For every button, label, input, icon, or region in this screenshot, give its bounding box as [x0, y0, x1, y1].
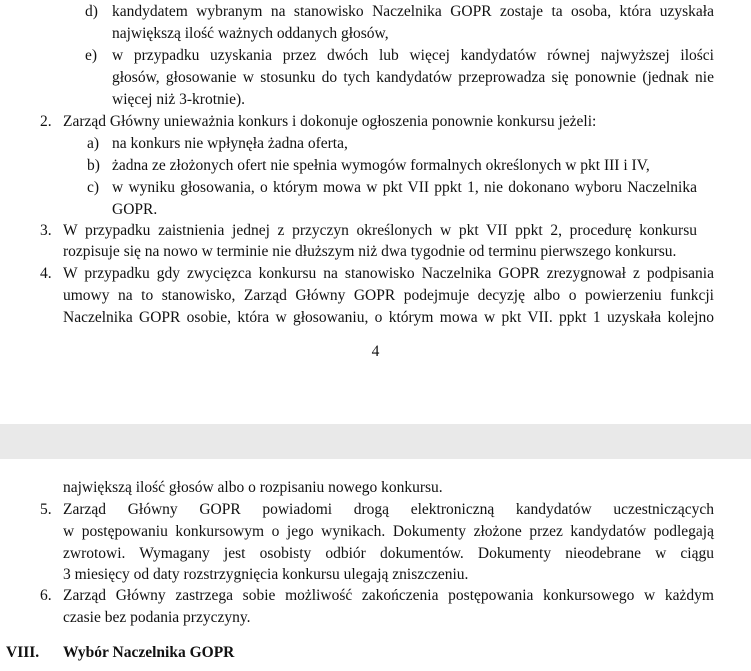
- point-4-continuation: największą ilość głosów albo o rozpisaniu nowego konkursu.: [63, 479, 443, 496]
- point-2c-line-1: w wyniku głosowania, o którym mowa w pkt VII ppkt 1, nie dokonano wyboru Naczelnika: [112, 179, 697, 196]
- point-5-line-1: Zarząd Główny GOPR powiadomi drogą elektroniczną kandydatów uczestniczących: [63, 501, 714, 518]
- document-page-5: [0, 459, 751, 671]
- list-marker-d: d): [85, 3, 98, 20]
- point-3-line-2: rozpisuje się na nowo w terminie nie dłuższym niż dwa tygodnie od terminu pierwszego konkursu.: [63, 243, 677, 260]
- point-4-marker: 4.: [40, 265, 52, 282]
- point-4-line-1: W przypadku gdy zwycięzca konkursu na stanowisko Naczelnika GOPR zrezygnował z podpisania: [63, 265, 714, 282]
- point-4-line-2: umowy na to stanowisko, Zarząd Główny GOPR podejmuje decyzję albo o powierzeniu funkcji: [63, 287, 714, 304]
- item-e-line-1: w przypadku uzyskania przez dwóch lub więcej kandydatów równej najwyższej ilości: [112, 47, 714, 64]
- item-d-line-1: kandydatem wybranym na stanowisko Naczelnika GOPR zostaje ta osoba, która uzyskała: [112, 3, 714, 20]
- section-number: VIII.: [6, 644, 40, 661]
- point-2a-marker: a): [87, 135, 100, 152]
- page-number: 4: [371, 343, 380, 360]
- point-2-marker: 2.: [40, 113, 52, 130]
- page-gap: [0, 424, 751, 459]
- point-3-marker: 3.: [40, 222, 52, 239]
- item-e-line-2: głosów, głosowanie w stosunku do tych kandydatów przeprowadza się ponownie (jednak nie: [112, 69, 714, 86]
- point-5-line-4: 3 miesięcy od daty rozstrzygnięcia konkursu ulegają zniszczeniu.: [63, 566, 469, 583]
- point-5-line-2: w postępowaniu konkursowym o jego wynikach. Dokumenty złożone przez kandydatów podlegają: [63, 523, 714, 540]
- point-6-marker: 6.: [40, 587, 52, 604]
- point-2a-text: na konkurs nie wpłynęła żadna oferta,: [112, 135, 348, 152]
- list-marker-e: e): [85, 47, 98, 64]
- point-6-line-2: czasie bez podania przyczyny.: [63, 609, 251, 626]
- item-d-line-2: największą ilość ważnych oddanych głosów,: [112, 25, 389, 42]
- point-2-text: Zarząd Główny unieważnia konkurs i dokonuje ogłoszenia ponownie konkursu jeżeli:: [63, 113, 597, 130]
- point-6-line-1: Zarząd Główny zastrzega sobie możliwość zakończenia postępowania konkursowego w każdym: [63, 587, 714, 604]
- point-2b-marker: b): [87, 157, 100, 174]
- point-2c-line-2: GOPR.: [112, 201, 158, 218]
- item-e-line-3: więcej niż 3-krotnie).: [112, 91, 245, 108]
- point-5-marker: 5.: [40, 501, 52, 518]
- point-2b-text: żadna ze złożonych ofert nie spełnia wymogów formalnych określonych w pkt III i IV,: [112, 157, 650, 174]
- point-2c-marker: c): [87, 179, 100, 196]
- point-4-line-3: Naczelnika GOPR osobie, która w głosowaniu, o którym mowa w pkt VII. ppkt 1 uzyskała kolejno: [63, 309, 714, 326]
- point-5-line-3: zwrotowi. Wymagany jest osobisty odbiór dokumentów. Dokumenty nieodebrane w ciągu: [63, 545, 714, 562]
- point-3-line-1: W przypadku zaistnienia jednej z przyczyn określonych w pkt VII ppkt 2, procedurę konkursu: [63, 222, 697, 239]
- section-title: Wybór Naczelnika GOPR: [63, 644, 235, 661]
